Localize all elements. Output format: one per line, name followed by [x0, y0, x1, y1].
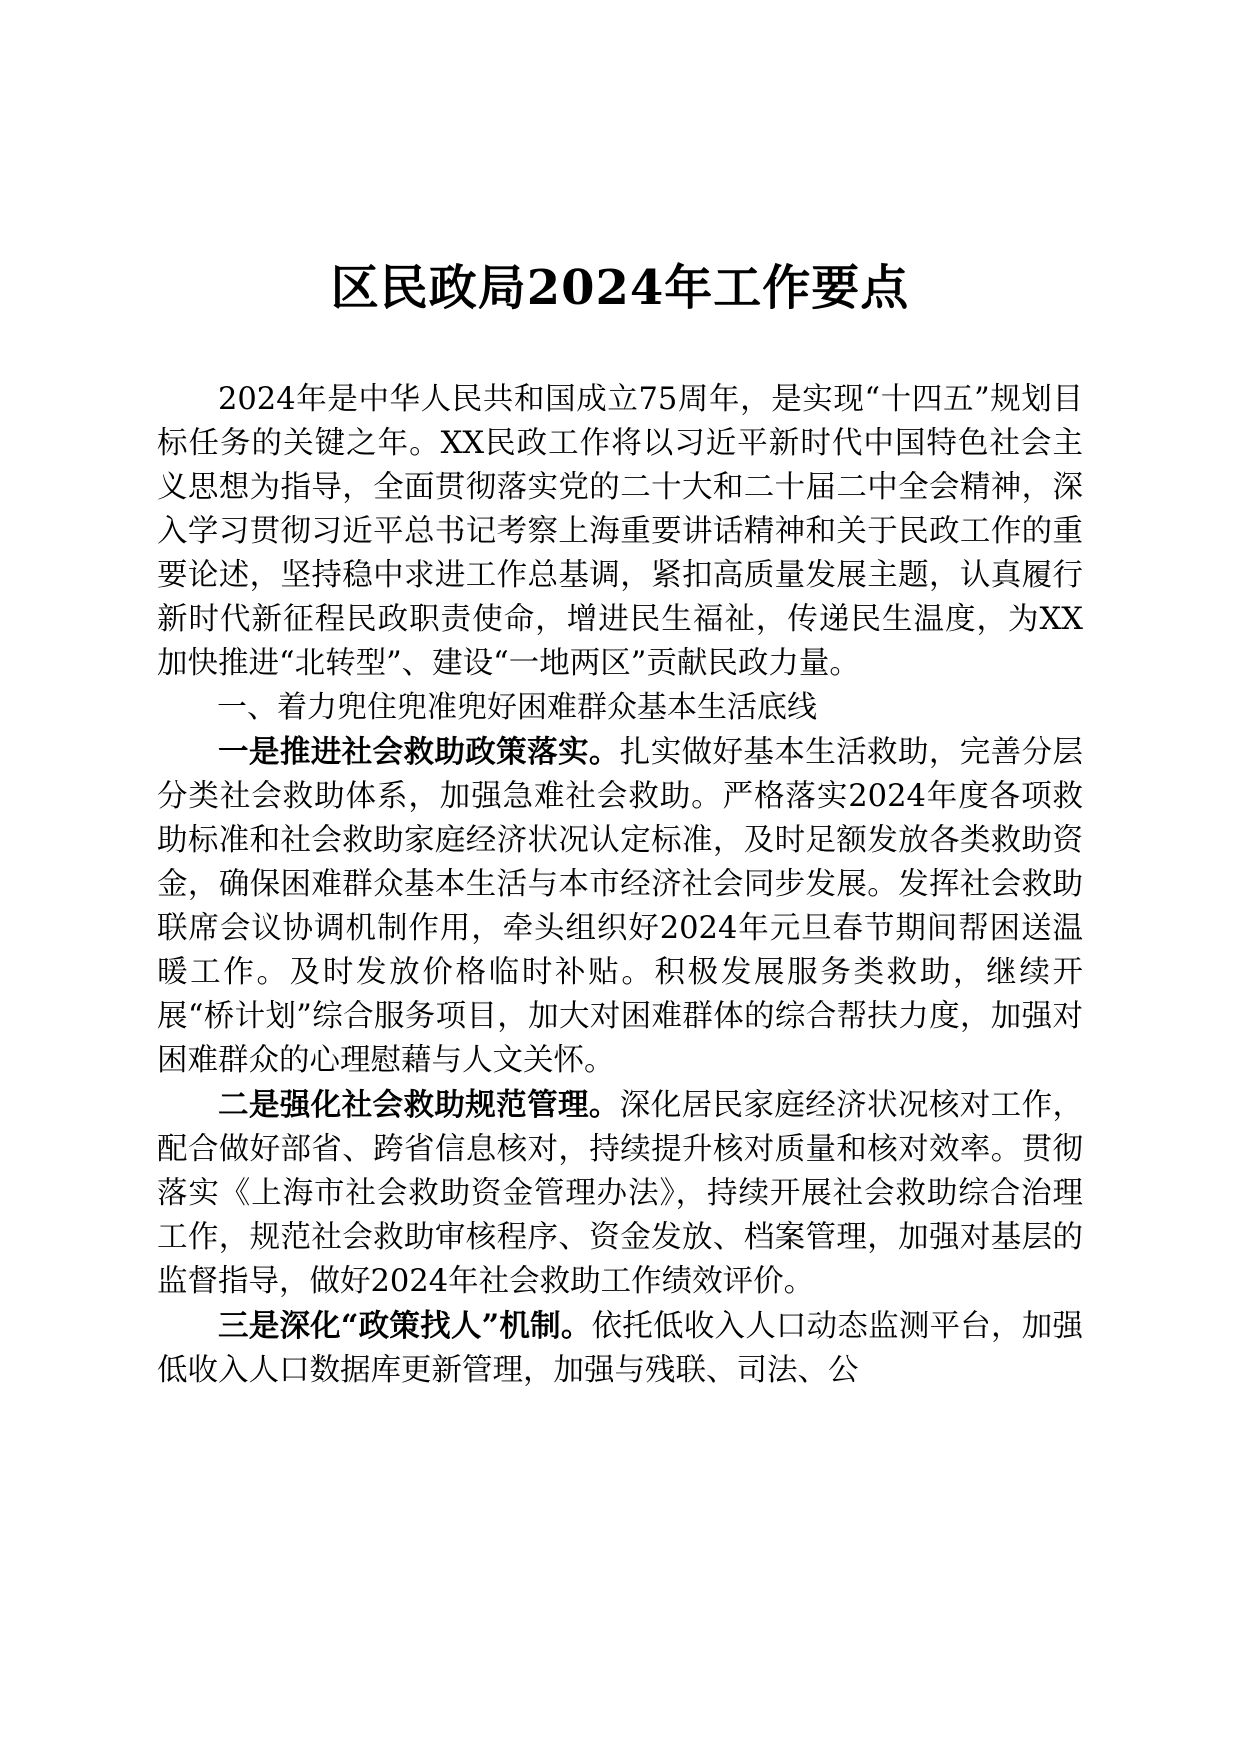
item-lead-1: 一是推进社会救助政策落实。 [218, 734, 620, 770]
item-lead-3: 三是深化“政策找人”机制。 [218, 1308, 592, 1344]
item-paragraph-1 [157, 730, 1083, 1083]
section-heading-1: 一、着力兜住兜准兜好困难群众基本生活底线 [217, 690, 817, 725]
item-lead-2: 二是强化社会救助规范管理。 [218, 1087, 620, 1123]
intro-paragraph: 2024年是中华人民共和国成立75周年，是实现“十四五”规划目标任务的关键之年。XX民政工作将以习近平新时代中国特色社会主义思想为指导，全面贯彻落实党的二十大和二十届二中全会精神，深入学习贯彻习近平总书记考察上海重要讲话精神和关于民政工作的重要论述，坚持稳中求进工作总基调，紧扣高质量发展主题，认真履行新时代新征程民政职责使命，增进民生福祉，传递民生温度，为XX加快推进“北转型”、建设“一地两区”贡献民政力量。 [157, 382, 1083, 681]
item-paragraph-3 [157, 1304, 1083, 1393]
item-text-2: 深化居民家庭经济状况核对工作，配合做好部省、跨省信息核对，持续提升核对质量和核对效率。贯彻落实《上海市社会救助资金管理办法》，持续开展社会救助综合治理工作，规范社会救助审核程序、资金发放、档案管理，加强对基层的监督指导，做好2024年社会救助工作绩效评价。 [157, 1088, 1083, 1299]
document-body [157, 378, 1083, 1393]
item-text-1: 扎实做好基本生活救助，完善分层分类社会救助体系，加强急难社会救助。严格落实2024年度各项救助标准和社会救助家庭经济状况认定标准，及时足额发放各类救助资金，确保困难群众基本生活与本市经济社会同步发展。发挥社会救助联席会议协调机制作用，牵头组织好2024年元旦春节期间帮困送温暖工作。及时发放价格临时补贴。积极发展服务类救助，继续开展“桥计划”综合服务项目，加大对困难群体的综合帮扶力度，加强对困难群众的心理慰藉与人文关怀。 [157, 735, 1083, 1078]
document-title: 区民政局2024年工作要点 [330, 260, 910, 316]
item-text-3: 依托低收入人口动态监测平台，加强低收入人口数据库更新管理，加强与残联、司法、公 [157, 1309, 1083, 1388]
item-paragraph-2 [157, 1083, 1083, 1304]
